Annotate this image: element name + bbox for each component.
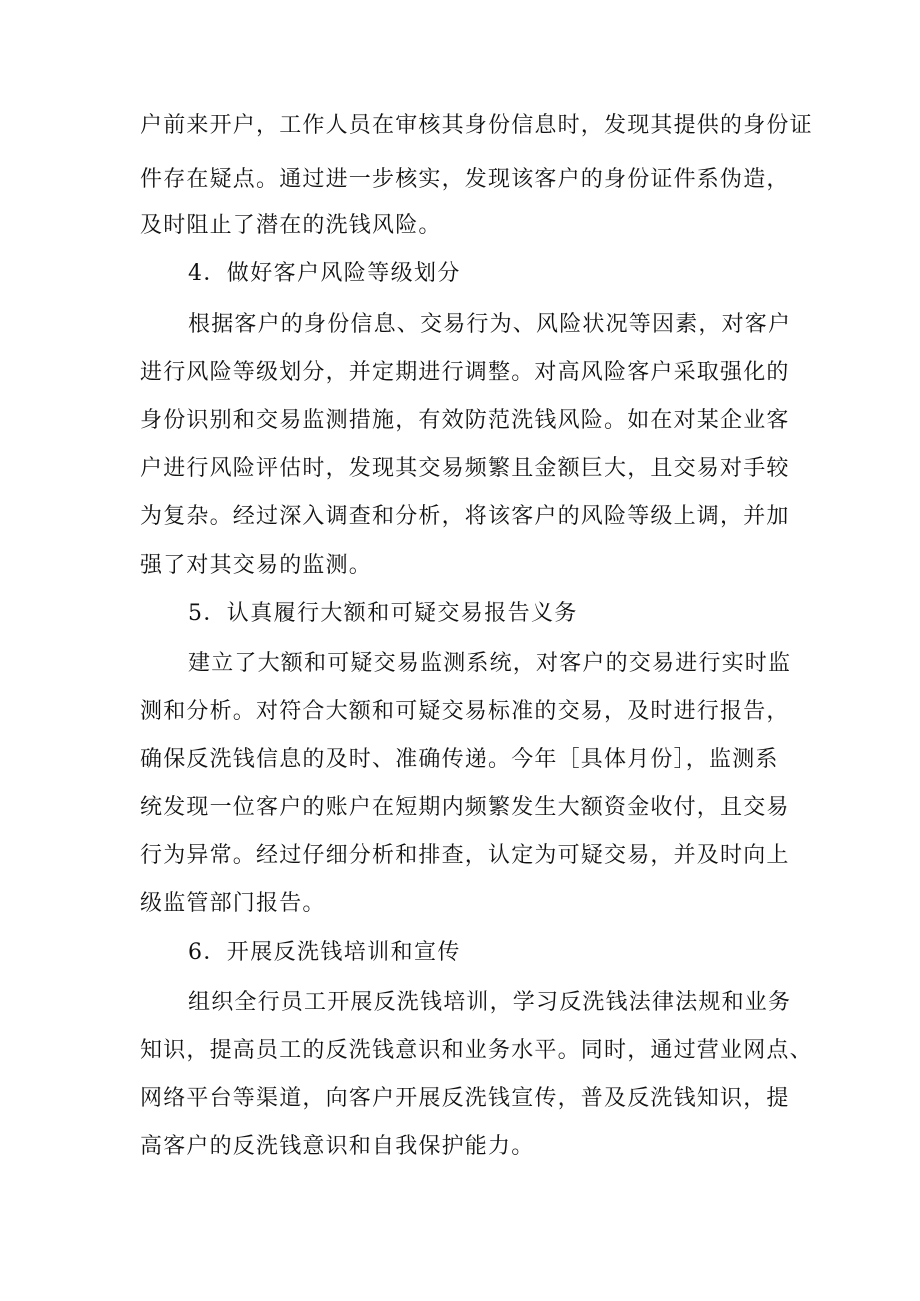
- paragraph-line: 根据客户的身份信息、交易行为、风险状况等因素，对客户: [188, 312, 792, 337]
- paragraph-line: 知识，提高员工的反洗钱意识和业务水平。同时，通过营业网点、: [140, 1038, 813, 1063]
- paragraph-line: 行为异常。经过仔细分析和排查，认定为可疑交易，并及时向上: [140, 843, 790, 868]
- paragraph-line: 强了对其交易的监测。: [140, 553, 373, 578]
- section-heading-5: 5．认真履行大额和可疑交易报告义务: [188, 601, 578, 626]
- section-heading-4: 4．做好客户风险等级划分: [188, 261, 461, 286]
- paragraph-line: 网络平台等渠道，向客户开展反洗钱宣传，普及反洗钱知识，提: [140, 1086, 790, 1111]
- paragraph-line: 身份识别和交易监测措施，有效防范洗钱风险。如在对某企业客: [140, 408, 790, 433]
- paragraph-line: 组织全行员工开展反洗钱培训，学习反洗钱法律法规和业务: [188, 990, 792, 1015]
- paragraph-line: 进行风险等级划分，并定期进行调整。对高风险客户采取强化的: [140, 360, 790, 385]
- paragraph-line: 为复杂。经过深入调查和分析，将该客户的风险等级上调，并加: [140, 504, 790, 529]
- paragraph-line: 高客户的反洗钱意识和自我保护能力。: [140, 1134, 535, 1159]
- paragraph-line: 确保反洗钱信息的及时、准确传递。今年［具体月份］，监测系: [140, 747, 779, 772]
- paragraph-line: 统发现一位客户的账户在短期内频繁发生大额资金收付，且交易: [140, 795, 790, 820]
- paragraph-line: 户进行风险评估时，发现其交易频繁且金额巨大，且交易对手较: [140, 456, 790, 481]
- paragraph-line: 测和分析。对符合大额和可疑交易标准的交易，及时进行报告，: [140, 699, 790, 724]
- paragraph-line: 级监管部门报告。: [140, 891, 326, 916]
- paragraph-line: 建立了大额和可疑交易监测系统，对客户的交易进行实时监: [188, 651, 792, 676]
- paragraph-line: 户前来开户，工作人员在审核其身份信息时，发现其提供的身份证: [140, 113, 813, 138]
- section-heading-6: 6．开展反洗钱培训和宣传: [188, 940, 461, 965]
- paragraph-line: 件存在疑点。通过进一步核实，发现该客户的身份证件系伪造，: [140, 167, 790, 192]
- paragraph-line: 及时阻止了潜在的洗钱风险。: [140, 213, 442, 238]
